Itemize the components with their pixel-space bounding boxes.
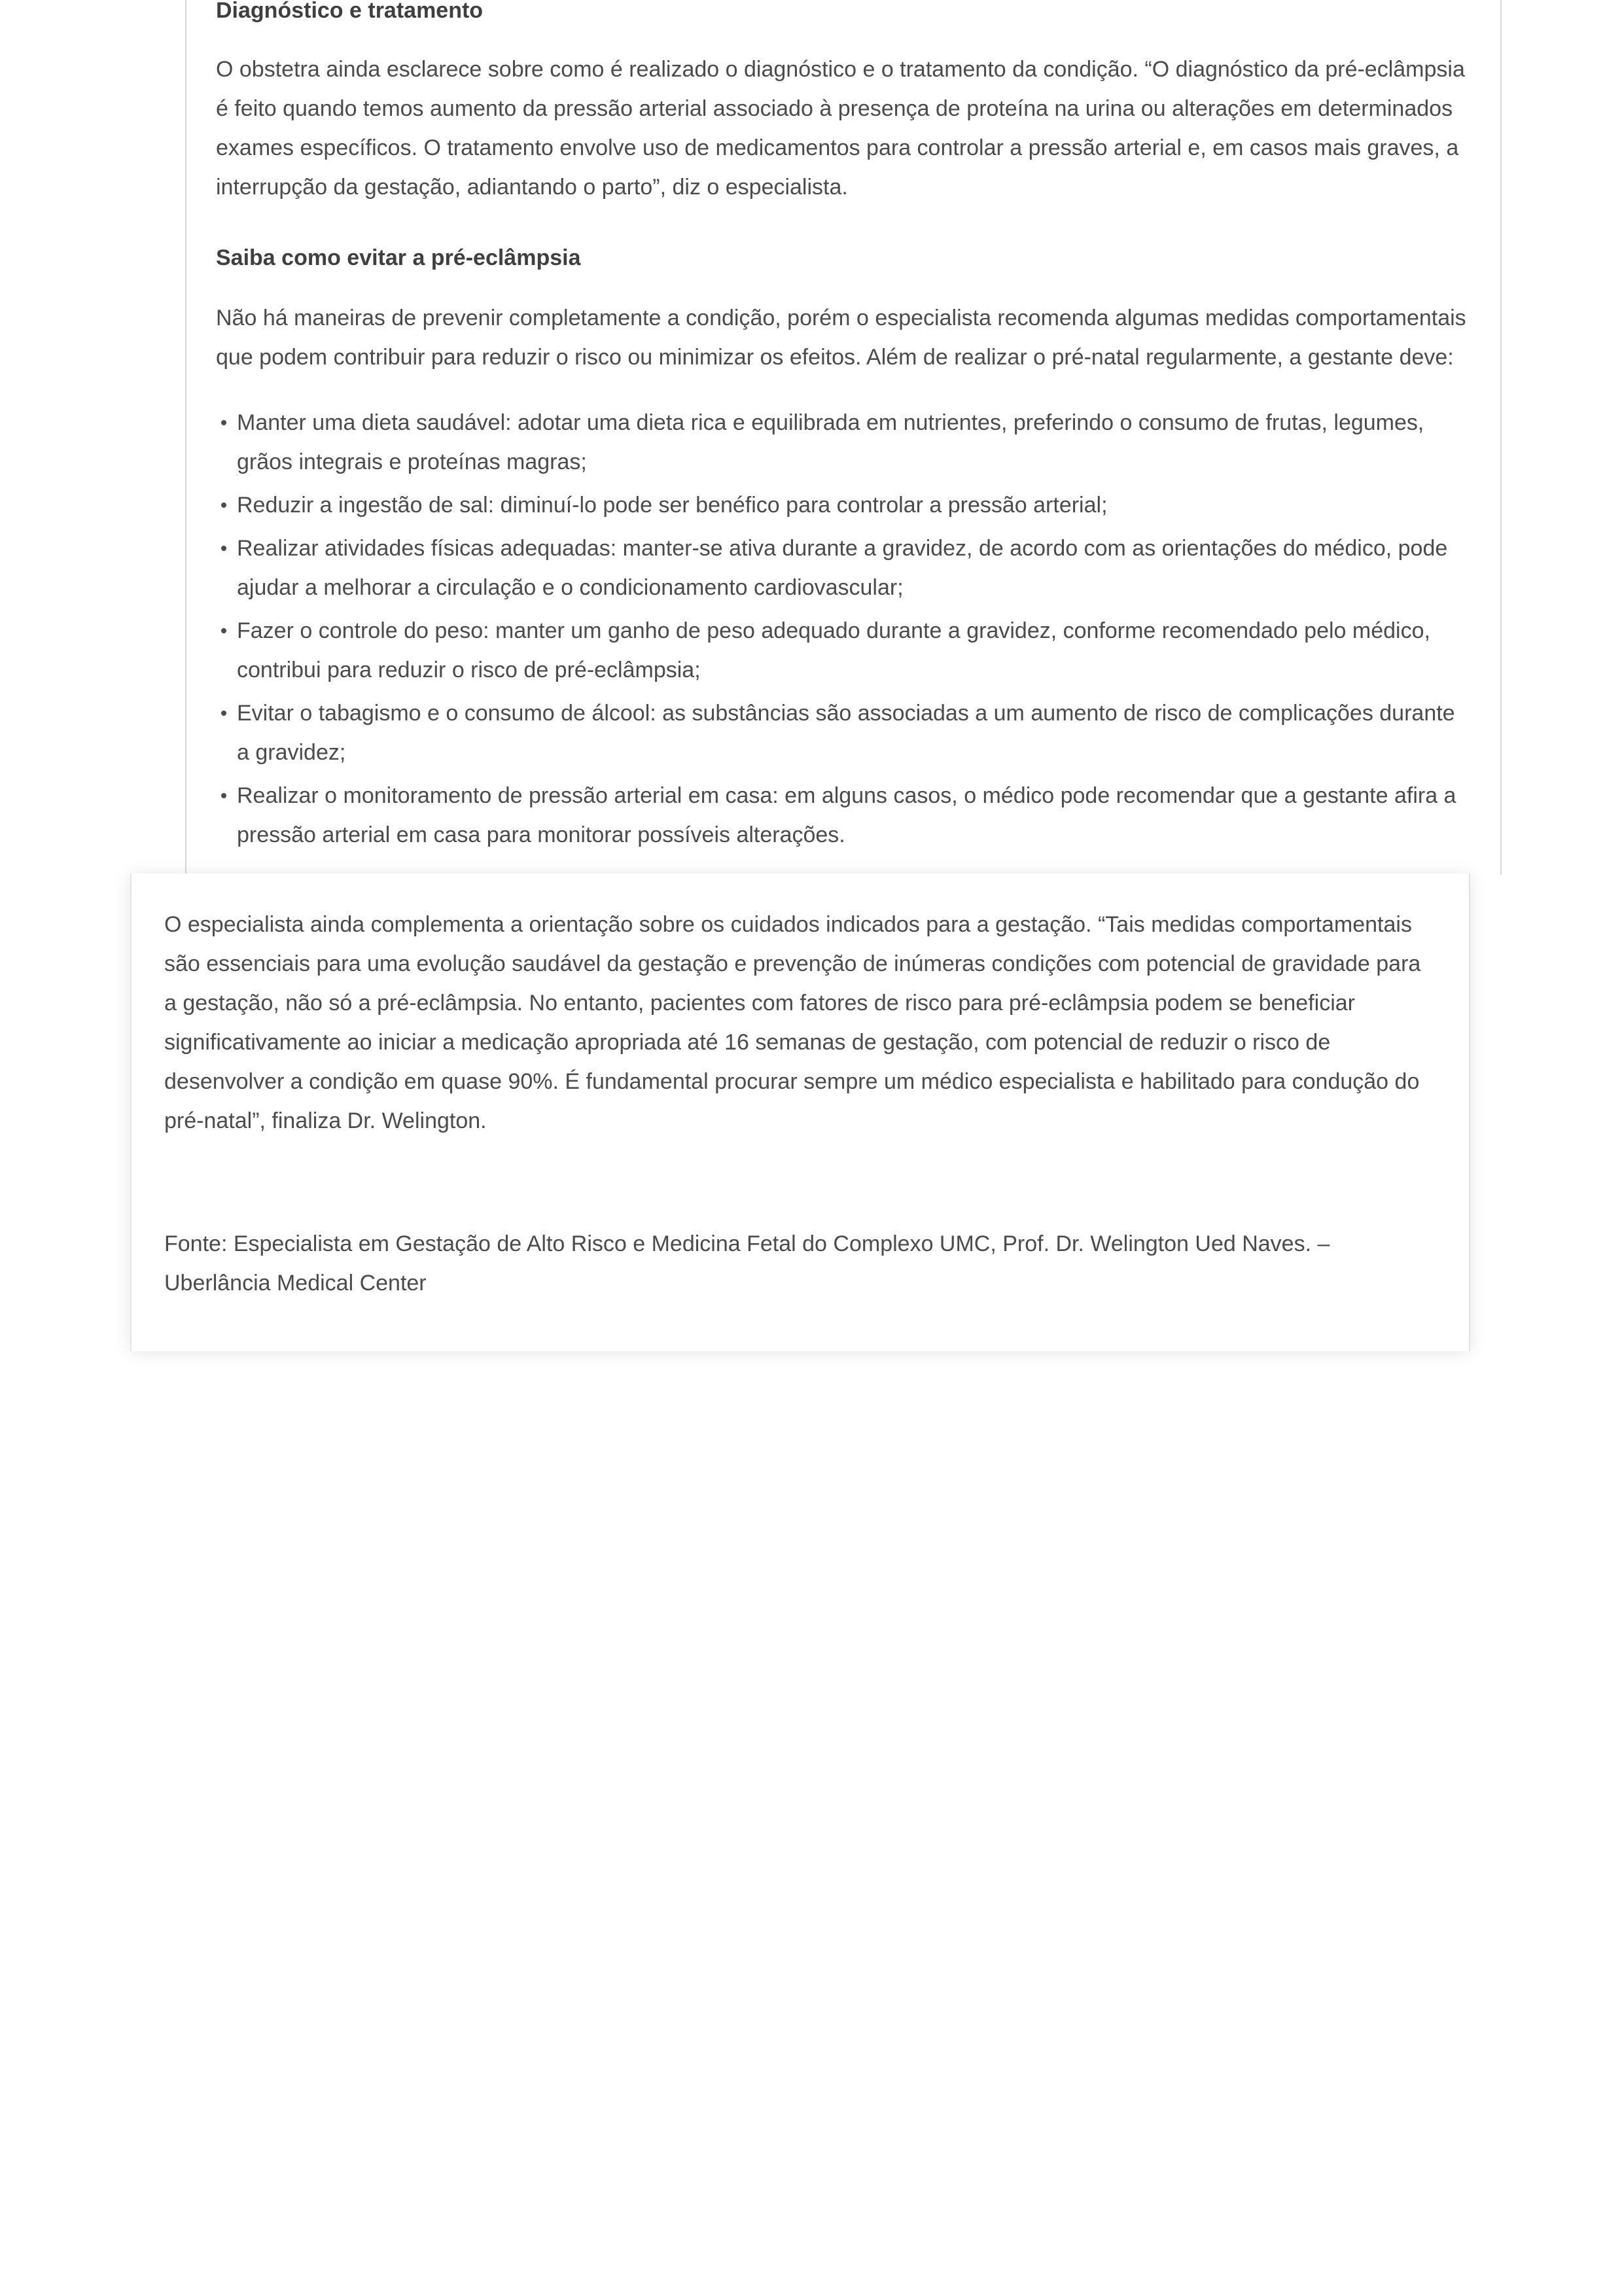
highlight-paragraph: O especialista ainda complementa a orientação sobre os cuidados indicados para a gestação. “Tais medidas comportamentais são essenciais para uma evolução saudável da gestação e prevenção de inúmeras condições com potencial de gravidade para a gestação, não só a pré-eclâmpsia. No entanto, pacientes com fatores de risco para pré-eclâmpsia podem se beneficiar significativamente ao iniciar a medicação apropriada até 16 semanas de gestação, com potencial de reduzir o risco de desenvolver a condição em quase 90%. É fundamental procurar sempre um médico especialista e habilitado para condução do pré-natal”, finaliza Dr. Welington.: [164, 912, 1421, 1133]
paragraph-prevencao-intro: Não há maneiras de prevenir completamente a condição, porém o especialista recomenda algumas medidas comportamentais que podem contribuir para reduzir o risco ou minimizar os efeitos. Além de realizar o pré-natal regularmente, a gestante deve:: [216, 306, 1466, 370]
source-line: Fonte: Especialista em Gestação de Alto Risco e Medicina Fetal do Complexo UMC, Prof. Dr. Welington Ued Naves. – Uberlância Medical Center: [164, 1231, 1330, 1296]
list-item-sal: Reduzir a ingestão de sal: diminuí-lo pode ser benéfico para controlar a pressão arterial;: [237, 486, 1472, 525]
list-item-tabagismo: Evitar o tabagismo e o consumo de álcool: as substâncias são associadas a um aumento de risco de complicações durante a gravidez;: [237, 694, 1472, 772]
section-heading-prevencao: Saiba como evitar a pré-eclâmpsia: [216, 245, 581, 270]
section-heading-diagnostico: Diagnóstico e tratamento: [216, 0, 484, 23]
paragraph-diagnostico: O obstetra ainda esclarece sobre como é realizado o diagnóstico e o tratamento da condição. “O diagnóstico da pré-eclâmpsia é feito quando temos aumento da pressão arterial associado à presença de proteína na urina ou alterações em determinados exames específicos. O tratamento envolve uso de medicamentos para controlar a pressão arterial e, em casos mais graves, a interrupção da gestação, adiantando o parto”, diz o especialista.: [216, 57, 1465, 200]
list-item-peso: Fazer o controle do peso: manter um ganho de peso adequado durante a gravidez, conforme recomendado pelo médico, contribui para reduzir o risco de pré-eclâmpsia;: [237, 611, 1472, 690]
prevention-list: [221, 403, 1472, 855]
list-item-monitoramento: Realizar o monitoramento de pressão arterial em casa: em alguns casos, o médico pode recomendar que a gestante afira a pressão arterial em casa para monitorar possíveis alterações.: [237, 776, 1472, 855]
highlight-card: [130, 874, 1470, 1351]
list-item-dieta: Manter uma dieta saudável: adotar uma dieta rica e equilibrada em nutrientes, preferindo o consumo de frutas, legumes, grãos integrais e proteínas magras;: [237, 403, 1472, 482]
list-item-atividades: Realizar atividades físicas adequadas: manter-se ativa durante a gravidez, de acordo com as orientações do médico, pode ajudar a melhorar a circulação e o condicionamento cardiovascular;: [237, 529, 1472, 607]
article-content-frame: [185, 0, 1502, 875]
